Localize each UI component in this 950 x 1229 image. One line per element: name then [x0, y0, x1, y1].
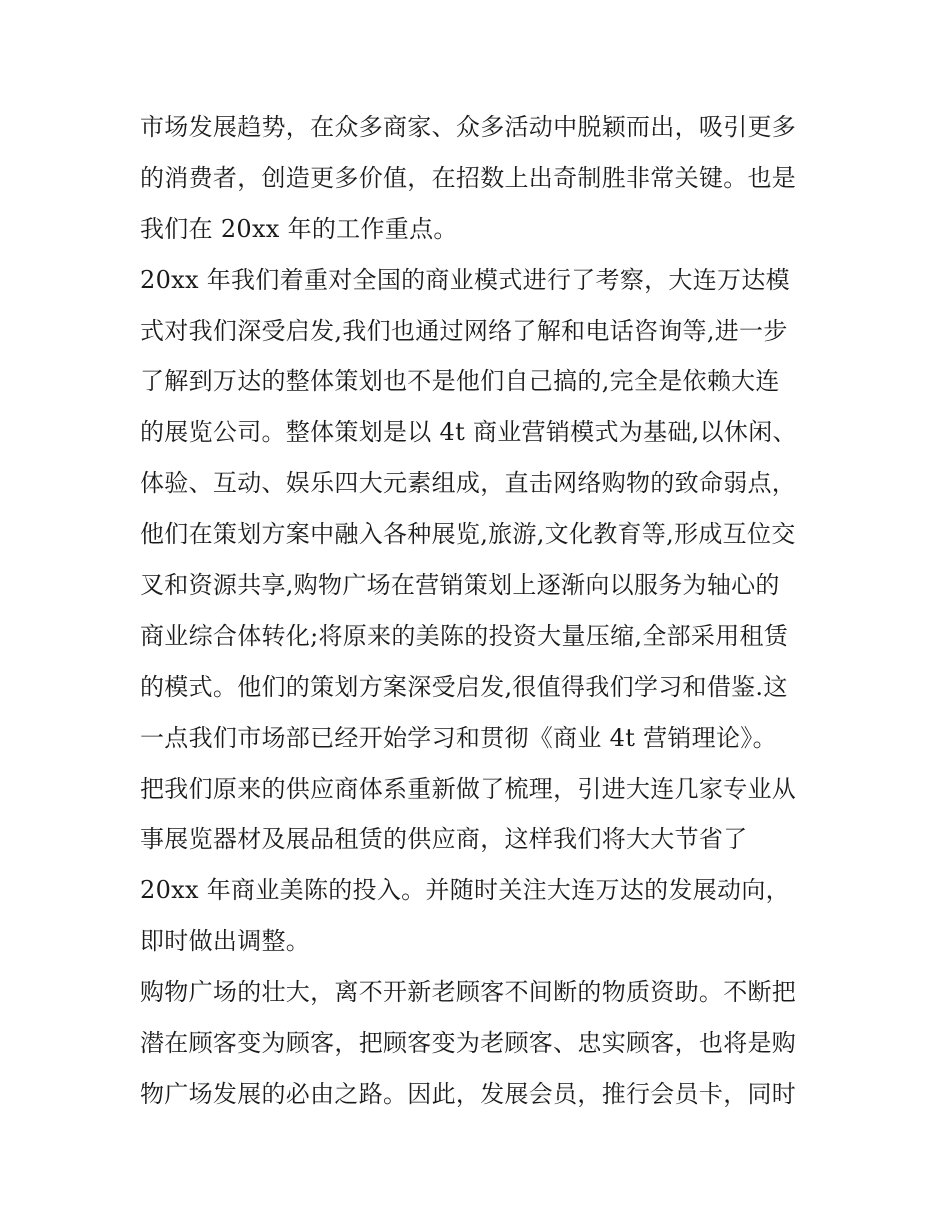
- text-line: 式对我们深受启发,我们也通过网络了解和电话咨询等,进一步: [140, 316, 788, 345]
- text-line: 的展览公司。整体策划是以 4t 商业营销模式为基础,以休闲、: [140, 418, 797, 447]
- text-line: 潜在顾客变为顾客，把顾客变为老顾客、忠实顾客，也将是购: [140, 1029, 797, 1058]
- text-line: 市场发展趋势，在众多商家、众多活动中脱颖而出，吸引更多: [140, 113, 797, 141]
- text-line: 事展览器材及展品租赁的供应商，这样我们将大大节省了: [140, 825, 748, 854]
- text-line: 的消费者，创造更多价值，在招数上出奇制胜非常关键。也是: [140, 163, 797, 192]
- body-text: [140, 102, 820, 1120]
- text-line: 20xx 年我们着重对全国的商业模式进行了考察，大连万达模: [140, 265, 790, 294]
- text-line: 他们在策划方案中融入各种展览,旅游,文化教育等,形成互位交: [140, 520, 796, 549]
- text-line: 的模式。他们的策划方案深受启发,很值得我们学习和借鉴.这: [140, 672, 788, 701]
- text-line: 20xx 年商业美陈的投入。并随时关注大连万达的发展动向，: [140, 876, 790, 905]
- text-line: 商业综合体转化;将原来的美陈的投资大量压缩,全部采用租赁: [140, 621, 789, 650]
- text-line: 把我们原来的供应商体系重新做了梳理，引进大连几家专业从: [140, 774, 797, 803]
- text-line: 物广场发展的必由之路。因此，发展会员，推行会员卡，同时: [140, 1079, 797, 1108]
- text-line: 即时做出调整。: [140, 927, 311, 956]
- text-line: 购物广场的壮大，离不开新老顾客不间断的物质资助。不断把: [140, 978, 797, 1007]
- text-line: 叉和资源共享,购物广场在营销策划上逐渐向以服务为轴心的: [140, 571, 780, 600]
- text-line: 体验、互动、娱乐四大元素组成，直击网络购物的致命弱点，: [140, 469, 797, 498]
- text-line: 了解到万达的整体策划也不是他们自己搞的,完全是依赖大连: [140, 367, 780, 396]
- text-line: 我们在 20xx 年的工作重点。: [140, 214, 458, 243]
- text-line: 一点我们市场部已经开始学习和贯彻《商业 4t 营销理论》。: [140, 723, 777, 752]
